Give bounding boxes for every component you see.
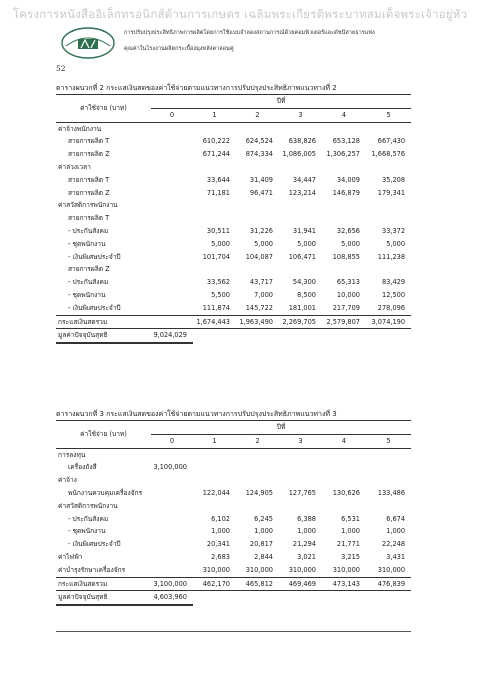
cell-value [236,212,279,225]
year-label: 3 [279,434,322,448]
cell-value: 33,644 [206,175,230,184]
empty-cell [279,591,322,605]
cell-value: 31,409 [249,175,273,184]
cell-value [151,225,193,238]
cell-value: 6,102 [211,514,230,523]
table-row [56,187,411,200]
cell-value: 8,500 [297,290,316,299]
cell-value [151,551,193,564]
year-label: 4 [322,108,366,122]
cell-value [193,199,236,212]
cell-value: 34,009 [336,175,360,184]
cell-value: 10,000 [336,290,360,299]
cell-value [151,174,193,187]
cell-value [279,500,322,513]
cell-value [322,122,366,135]
cell-value: 20,341 [206,540,230,549]
row-label: ค่าล่วงเวลา [58,162,91,171]
cell-value: 278,096 [377,303,406,312]
cell-value [193,461,236,474]
cell-value: 310,000 [332,565,360,574]
empty-cell [193,591,236,605]
cell-value [322,500,366,513]
cell-value: 624,524 [245,137,273,146]
kasetsart-logo [60,26,116,60]
npv-label: มูลค่าปัจจุบันสุทธิ [56,591,151,605]
row-label: สายการผลิต T [68,137,110,146]
cell-value [151,513,193,526]
cell-value [279,199,322,212]
row-label: - ชุดพนักงาน [68,527,106,536]
empty-cell [366,329,411,343]
cell-value: 610,222 [202,137,230,146]
cell-value: 96,471 [249,188,273,197]
total-label: กระแสเงินสดรวม [56,577,151,591]
cell-value: 34,447 [292,175,316,184]
total-value: 473,143 [322,577,366,591]
table3 [56,420,411,606]
cell-value: 33,372 [382,226,406,235]
year-label: 0 [151,108,193,122]
table-row [56,289,411,302]
cell-value [151,122,193,135]
table-row [56,161,411,174]
cell-value [322,161,366,174]
cell-value: 30,511 [206,226,230,235]
row-label: เครื่องถังสี [68,463,97,472]
total-value: 3,074,190 [366,315,411,329]
cell-value: 111,874 [202,303,230,312]
cell-value: 35,208 [382,175,406,184]
cell-value [279,161,322,174]
cell-value [151,525,193,538]
cell-value: 54,300 [292,278,316,287]
table-row [56,263,411,276]
npv-value: 9,024,029 [151,329,193,343]
table-row [56,238,411,251]
empty-cell [366,591,411,605]
table-row [56,551,411,564]
header-row [56,421,411,435]
table-row [56,564,411,577]
cell-value [193,500,236,513]
row-label: การลงทุน [58,450,86,459]
npv-row [56,591,411,605]
row-label: - ประกันสังคม [68,226,109,235]
cell-value: 111,238 [377,252,406,261]
cell-value: 2,683 [211,552,230,561]
cell-value [366,500,411,513]
cell-value: 32,656 [336,226,360,235]
cell-value: 5,000 [297,239,316,248]
total-value: 2,269,705 [279,315,322,329]
cell-value: 638,826 [288,137,316,146]
cell-value: 124,905 [245,488,273,497]
cell-value: 7,000 [254,290,273,299]
table-row [56,474,411,487]
cell-value [322,474,366,487]
row-label: ค่าบำรุงรักษาเครื่องจักร [58,565,126,574]
cell-value: 5,000 [386,239,406,248]
npv-value: 4,603,960 [151,591,193,605]
header-line-2: คุณค่าในโรงงานผลิตกระเบื้องมุงหลังคาลอนคู่ [124,46,234,52]
cell-value [151,187,193,200]
cell-value [193,263,236,276]
cell-value [366,448,411,461]
cell-value: 179,341 [377,188,406,197]
empty-cell [322,591,366,605]
cell-value [151,199,193,212]
year-label: 1 [193,434,236,448]
cell-value: 6,388 [297,514,316,523]
total-value: 465,812 [236,577,279,591]
table-row [56,525,411,538]
cell-value: 5,000 [341,239,360,248]
year-label: 1 [193,108,236,122]
cell-value [193,448,236,461]
cell-value: 1,086,005 [282,150,316,159]
cell-value [151,289,193,302]
cell-value: 130,626 [332,488,360,497]
table2 [56,94,411,344]
cell-value [236,161,279,174]
year-label: 2 [236,108,279,122]
row-label: ค่าไฟฟ้า [58,552,83,561]
cell-value [279,461,322,474]
cell-value: 83,429 [382,278,406,287]
row-label: - ประกันสังคม [68,514,109,523]
cell-value: 3,215 [341,552,360,561]
cell-value [236,263,279,276]
cell-value [322,199,366,212]
total-value: 1,963,490 [236,315,279,329]
table3-caption: ตารางผนวกที่ 3 กระแสเงินสดของค่าใช้จ่ายตามแนวทางการปรับปรุงประสิทธิภาพแนวทางที่ 3 [56,410,337,418]
cell-value: 22,248 [382,540,406,549]
cell-value: 181,001 [288,303,316,312]
total-value: 1,674,443 [193,315,236,329]
cell-value: 101,704 [202,252,230,261]
table-row [56,135,411,148]
table-row [56,448,411,461]
footer-rule [56,631,411,632]
row-label: ค่าสวัสดิการพนักงาน [58,201,118,210]
row-label: - เงินพิเศษประจำปี [68,540,121,549]
cell-value: 5,500 [211,290,230,299]
empty-cell [279,329,322,343]
header-row [56,95,411,109]
cell-value: 310,000 [288,565,316,574]
total-row [56,577,411,591]
table-row [56,500,411,513]
cell-value [279,212,322,225]
year-label: 0 [151,434,193,448]
table-row [56,302,411,315]
cell-value [236,461,279,474]
table-row [56,148,411,161]
cell-value [236,500,279,513]
header-line-1: การปรับปรุงประสิทธิภาพการผลิตโดยการใช้แบบจำลองสถานการณ์ด้วยคอมพิวเตอร์และดัชนีสายธารแห่ง [124,30,375,36]
cell-value [151,263,193,276]
cell-value: 5,000 [211,239,230,248]
cell-value [151,448,193,461]
cell-value [151,538,193,551]
row-label: - ชุดพนักงาน [68,290,106,299]
cell-value: 21,294 [292,540,316,549]
cell-value [151,251,193,264]
table-row [56,513,411,526]
row-label: พนักงานควบคุมเครื่องจักร [68,488,143,497]
table-row [56,461,411,474]
cell-value: 31,941 [292,226,316,235]
total-value [151,315,193,329]
cell-value [366,461,411,474]
cell-value: 106,471 [288,252,316,261]
cell-value [366,199,411,212]
npv-label: มูลค่าปัจจุบันสุทธิ [56,329,151,343]
table-row [56,212,411,225]
cell-value [279,474,322,487]
table2-caption: ตารางผนวกที่ 2 กระแสเงินสดของค่าใช้จ่ายตามแนวทางการปรับปรุงประสิทธิภาพแนวทางที่ 2 [56,84,337,92]
cell-value [151,276,193,289]
total-value: 2,579,807 [322,315,366,329]
cell-value [151,500,193,513]
cell-value [366,212,411,225]
cell-value: 1,000 [211,527,230,536]
cell-value [236,448,279,461]
cell-value [366,161,411,174]
row-label: สายการผลิต Z [68,265,110,274]
cell-value [151,135,193,148]
cell-value [236,122,279,135]
cell-value: 20,817 [249,540,273,549]
cell-value: 6,531 [341,514,360,523]
cell-value [193,212,236,225]
cell-value [279,263,322,276]
column-header: ค่าใช้จ่าย (บาท) [56,95,151,123]
table-row [56,251,411,264]
cell-value [322,461,366,474]
cell-value: 6,674 [386,514,406,523]
cell-value: 133,486 [377,488,406,497]
total-value: 476,839 [366,577,411,591]
year-header: ปีที่ [151,421,411,435]
cell-value [151,302,193,315]
cell-value [322,263,366,276]
cell-value: 310,000 [245,565,273,574]
watermark-title: โครงการหนังสืออิเล็กทรอนิกส์ด้านการเกษตร เฉลิมพระเกียรติพระบาทสมเด็จพระเจ้าอยู่หัว [12,7,468,21]
cell-value: 653,128 [332,137,360,146]
cell-value [193,122,236,135]
year-label: 2 [236,434,279,448]
cell-value [366,122,411,135]
total-label: กระแสเงินสดรวม [56,315,151,329]
empty-cell [193,329,236,343]
table-row [56,225,411,238]
page-number: 52 [56,64,66,73]
cell-value: 1,668,576 [371,150,406,159]
year-header: ปีที่ [151,95,411,109]
row-label: สายการผลิต T [68,175,110,184]
cell-value: 12,500 [382,290,406,299]
cell-value: 104,087 [245,252,273,261]
cell-value: 3,021 [297,552,316,561]
cell-value [322,448,366,461]
cell-value: 1,000 [254,527,273,536]
cell-value [366,263,411,276]
cell-value [151,161,193,174]
cell-value: 6,245 [254,514,273,523]
cell-value [322,212,366,225]
cell-value: 43,717 [249,278,273,287]
total-value: 469,469 [279,577,322,591]
cell-value [279,448,322,461]
cell-value: 3,431 [386,552,406,561]
year-label: 4 [322,434,366,448]
cell-value: 21,771 [336,540,360,549]
cell-value: 145,722 [245,303,273,312]
cell-value [236,199,279,212]
cell-value: 1,000 [386,527,406,536]
cell-value: 1,000 [297,527,316,536]
cell-value [236,474,279,487]
cell-value: 146,879 [332,188,360,197]
cell-value: 108,855 [332,252,360,261]
table-row [56,122,411,135]
cell-value [151,564,193,577]
npv-row [56,329,411,343]
cell-value [151,238,193,251]
table-row [56,276,411,289]
year-label: 5 [366,108,411,122]
row-label: สายการผลิต T [68,214,110,223]
cell-value: 65,313 [336,278,360,287]
cell-value: 71,181 [206,188,230,197]
cell-value: 2,844 [254,552,273,561]
cell-value [151,212,193,225]
row-label: - เงินพิเศษประจำปี [68,303,121,312]
cell-value: 310,000 [377,565,406,574]
year-label: 5 [366,434,411,448]
row-label: ค่าสวัสดิการพนักงาน [58,501,118,510]
cell-value: 671,244 [202,150,230,159]
cell-value [151,148,193,161]
empty-cell [236,591,279,605]
cell-value: 3,100,000 [153,463,187,472]
cell-value: 874,334 [245,150,273,159]
row-label: - ชุดพนักงาน [68,239,106,248]
table-row [56,538,411,551]
cell-value: 667,430 [377,137,406,146]
cell-value [279,122,322,135]
total-value: 3,100,000 [151,577,193,591]
cell-value [193,474,236,487]
cell-value: 127,765 [288,488,316,497]
cell-value [151,474,193,487]
cell-value: 310,000 [202,565,230,574]
cell-value [193,161,236,174]
cell-value: 5,000 [254,239,273,248]
cell-value: 1,000 [341,527,360,536]
empty-cell [322,329,366,343]
table-row [56,487,411,500]
cell-value: 1,306,257 [326,150,360,159]
cell-value: 122,044 [202,488,230,497]
year-label: 3 [279,108,322,122]
column-header: ค่าใช้จ่าย (บาท) [56,421,151,449]
total-value: 462,170 [193,577,236,591]
table-row [56,174,411,187]
cell-value [366,474,411,487]
cell-value: 217,709 [332,303,360,312]
empty-cell [236,329,279,343]
row-label: - ประกันสังคม [68,278,109,287]
row-label: สายการผลิต Z [68,150,110,159]
row-label: ค่าจ้าง [58,476,77,485]
row-label: - เงินพิเศษประจำปี [68,252,121,261]
row-label: สายการผลิต Z [68,188,110,197]
cell-value [151,487,193,500]
total-row [56,315,411,329]
cell-value: 33,562 [206,278,230,287]
row-label: ค่าจ้างพนักงาน [58,124,102,133]
cell-value: 31,226 [249,226,273,235]
table-row [56,199,411,212]
cell-value: 123,214 [288,188,316,197]
